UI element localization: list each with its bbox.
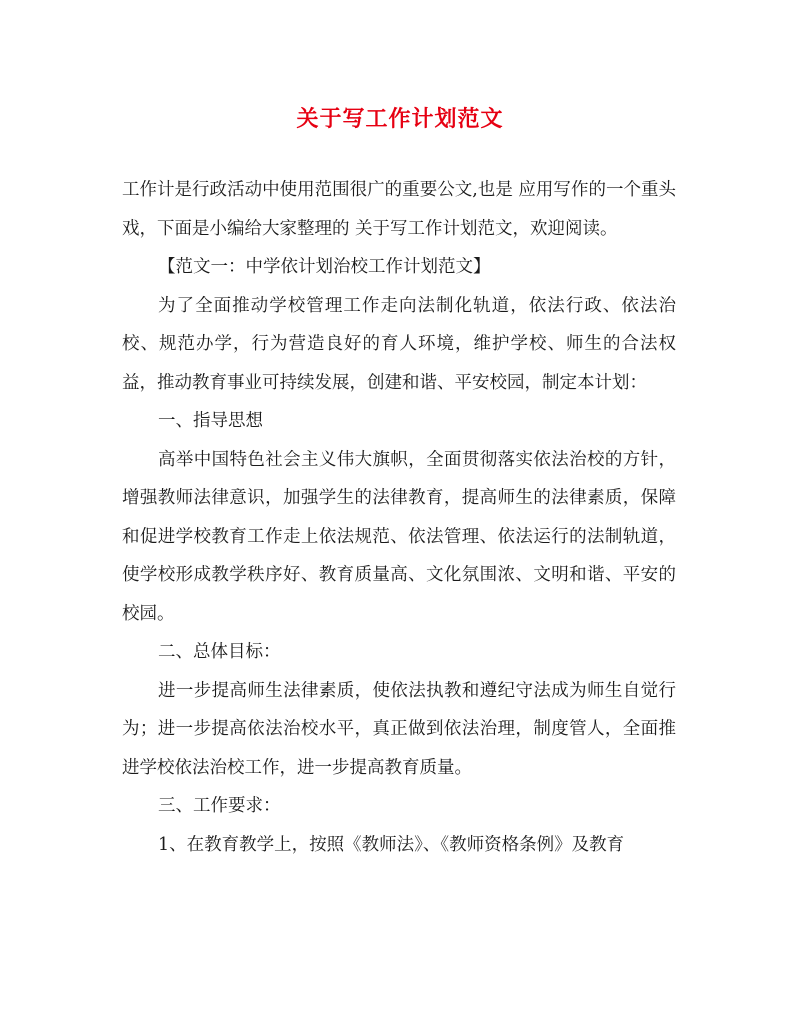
section-heading-overall-goals: 二、总体目标： xyxy=(158,642,281,662)
section-body-guiding-ideology: 高举中国特色社会主义伟大旗帜，全面贯彻落实依法治校的方针，增强教师法律意识，加强学生的法律教育，提高师生的法律素质，保障和促进学校教育工作走上依法规范、依法管理、依法运行的法制轨道，使学校形成教学秩序好、教育质量高、文化氛围浓、文明和谐、平安的校园。 xyxy=(122,449,676,624)
document-body xyxy=(122,171,676,864)
intro-paragraph: 工作计是行政活动中使用范围很广的重要公文,也是 应用写作的一个重头戏，下面是小编给大家整理的 关于写工作计划范文，欢迎阅读。 xyxy=(122,180,676,239)
section-body-overall-goals: 进一步提高师生法律素质，使依法执教和遵纪守法成为师生自觉行为；进一步提高依法治校水平，真正做到依法治理，制度管人，全面推进学校依法治校工作，进一步提高教育质量。 xyxy=(122,680,676,778)
requirement-item-1: 1、在教育教学上，按照《教师法》、《教师资格条例》及教育 xyxy=(158,834,625,855)
section-heading-guiding-ideology: 一、指导思想 xyxy=(158,411,263,431)
preface-paragraph: 为了全面推动学校管理工作走向法制化轨道，依法行政、依法治校、规范办学，行为营造良好的育人环境，维护学校、师生的合法权益，推动教育事业可持续发展，创建和谐、平安校园，制定本计划： xyxy=(122,295,676,393)
document-title: 关于写工作计划范文 xyxy=(296,106,504,132)
section-heading-work-requirements: 三、工作要求： xyxy=(158,796,281,816)
sample-heading: 【范文一：中学依计划治校工作计划范文】 xyxy=(158,257,491,277)
